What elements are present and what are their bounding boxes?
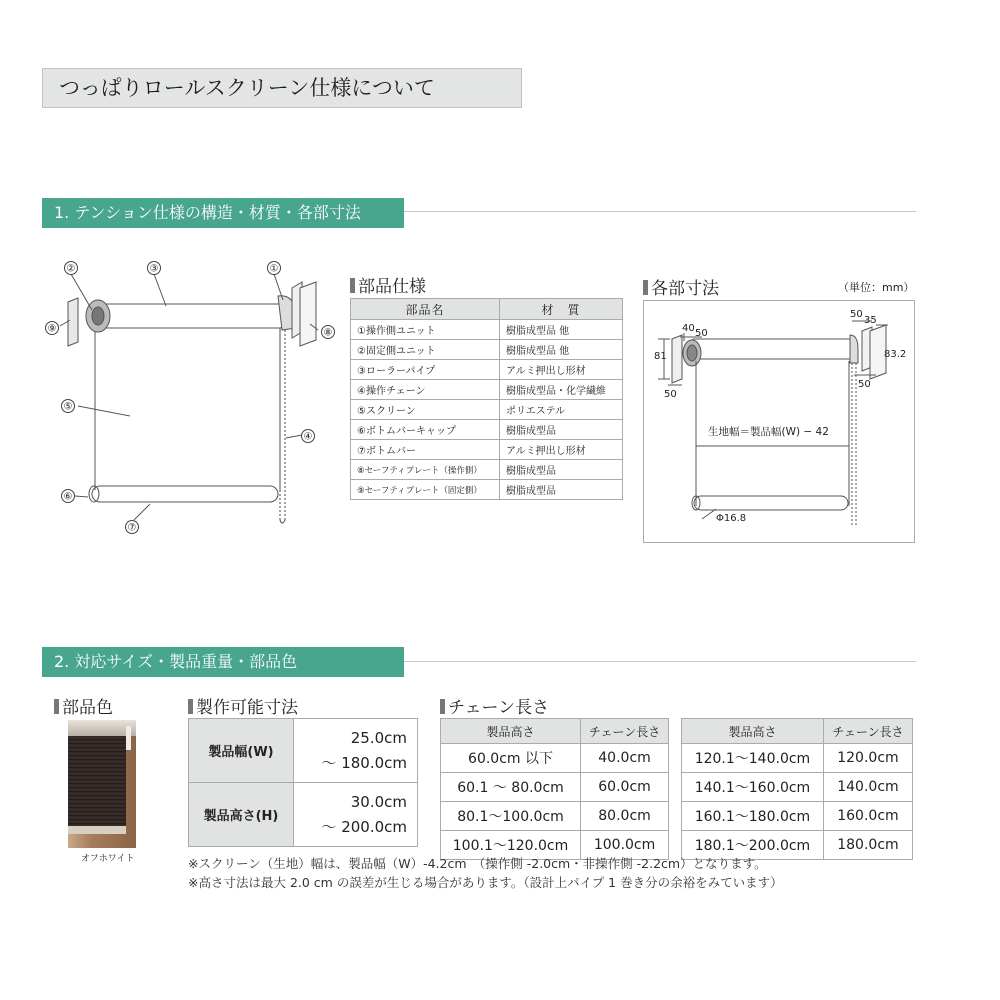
callout-7: ⑦ [127, 522, 137, 534]
callout-2: ② [66, 263, 76, 275]
section1-title: 1. テンション仕様の構造・材質・各部寸法 [42, 198, 404, 228]
width-min: 25.0cm [350, 728, 407, 747]
dimensions-box [643, 300, 915, 543]
table-row: ⑥ボトムバーキャップ 樹脂成型品 [351, 420, 623, 440]
col-chain-length: チェーン長さ [581, 719, 669, 744]
width-label: 製品幅(W) [189, 719, 294, 783]
table-row: ②固定側ユニット 樹脂成型品 他 [351, 340, 623, 360]
dim-50-top: 50 [695, 328, 708, 339]
page-title: つっぱりロールスクリーン仕様について [42, 68, 522, 108]
dim-35: 35 [864, 315, 877, 326]
callout-3: ③ [149, 263, 159, 275]
callout-8: ⑧ [323, 327, 333, 339]
table-row: ⑨セーフティプレート（固定側） 樹脂成型品 [351, 480, 623, 500]
table-row: 140.1～160.0cm 140.0cm [682, 773, 913, 802]
bottom-bar-diameter: Φ16.8 [716, 513, 747, 524]
table-row: ④操作チェーン 樹脂成型品・化学繊維 [351, 380, 623, 400]
height-label: 製品高さ(H) [189, 783, 294, 847]
table-row: ③ローラーパイプ アルミ押出し形材 [351, 360, 623, 380]
col-height: 製品高さ [682, 719, 824, 744]
color-heading: 部品色 [54, 693, 113, 718]
chain-table-left [440, 718, 669, 860]
note-2: ※高さ寸法は最大 2.0 cm の誤差が生じる場合があります。（設計上パイプ 1 巻き分の余裕をみています） [188, 875, 783, 890]
bottom-bar [92, 486, 278, 502]
callout-9: ⑨ [47, 323, 57, 335]
callout-5: ⑤ [63, 401, 73, 413]
col-material: 材 質 [500, 299, 623, 320]
col-part-name: 部品名 [351, 299, 500, 320]
dimensions-diagram [644, 301, 914, 542]
parts-spec-table [350, 298, 623, 500]
callout-6: ⑥ [63, 491, 73, 503]
height-max: ～ 200.0cm [321, 817, 407, 836]
section1-divider [404, 211, 916, 212]
chain-heading: チェーン長さ [440, 693, 549, 718]
section2-divider [404, 661, 916, 662]
table-row: 120.1～140.0cm 120.0cm [682, 744, 913, 773]
parts-spec-heading: 部品仕様 [350, 272, 426, 297]
color-name: オフホワイト [81, 854, 135, 864]
table-row: 100.1～120.0cm 100.0cm [441, 831, 669, 860]
dim-50-left: 50 [664, 389, 677, 400]
height-min: 30.0cm [350, 792, 407, 811]
note-1: ※スクリーン（生地）幅は、製品幅（W）-4.2cm （操作側 -2.0cm・非操作側 -2.2cm）となります。 [188, 856, 767, 871]
color-swatch-image [68, 720, 136, 848]
fabric-width-formula: 生地幅＝製品幅(W) − 42 [708, 426, 829, 438]
width-max: ～ 180.0cm [321, 753, 407, 772]
unit-label: （単位：mm） [838, 281, 915, 294]
dim-40: 40 [682, 323, 695, 334]
table-row: 180.1～200.0cm 180.0cm [682, 831, 913, 860]
chain-table-right [681, 718, 913, 860]
col-height: 製品高さ [441, 719, 581, 744]
callout-1: ① [269, 263, 279, 275]
table-row: 60.0cm 以下 40.0cm [441, 744, 669, 773]
section2-title: 2. 対応サイズ・製品重量・部品色 [42, 647, 404, 677]
table-row: ⑧セーフティプレート（操作側） 樹脂成型品 [351, 460, 623, 480]
col-chain-length: チェーン長さ [823, 719, 912, 744]
table-row: ⑦ボトムバー アルミ押出し形材 [351, 440, 623, 460]
dim-50-right-bottom: 50 [858, 379, 871, 390]
dim-50-right-top: 50 [850, 309, 863, 320]
callout-4: ④ [303, 431, 313, 443]
dim-81: 81 [654, 351, 667, 362]
dim-83: 83.2 [884, 349, 907, 360]
dimensions-heading: 各部寸法 [643, 274, 719, 299]
table-row: 60.1 ～ 80.0cm 60.0cm [441, 773, 669, 802]
table-row: 160.1～180.0cm 160.0cm [682, 802, 913, 831]
roller-pipe [92, 304, 282, 328]
table-row: ⑤スクリーン ポリエステル [351, 400, 623, 420]
table-row: 80.1～100.0cm 80.0cm [441, 802, 669, 831]
table-row: ①操作側ユニット 樹脂成型品 他 [351, 320, 623, 340]
size-heading: 製作可能寸法 [188, 693, 298, 718]
structure-diagram [40, 250, 340, 550]
size-table [188, 718, 418, 847]
